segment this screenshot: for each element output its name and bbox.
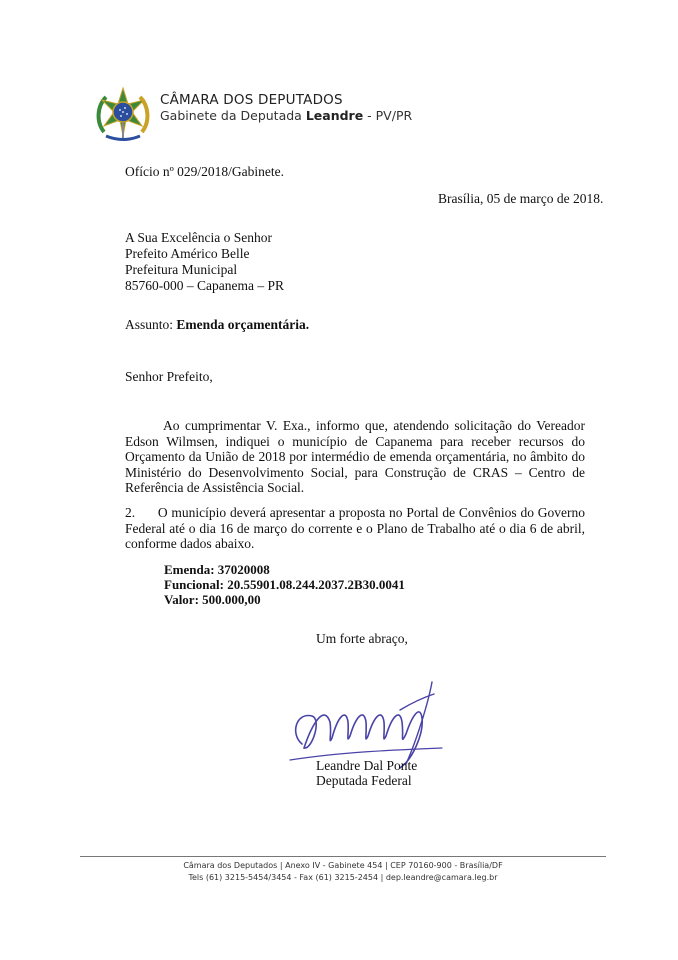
addressee-block	[125, 230, 284, 294]
footer-contact: Tels (61) 3215-5454/3454 - Fax (61) 3215-2454 | dep.leandre@camara.leg.br	[188, 873, 498, 882]
closing-line: Um forte abraço,	[316, 631, 408, 646]
footer-divider	[80, 856, 606, 857]
letterhead-title: CÂMARA DOS DEPUTADOS	[160, 92, 343, 108]
funcional-code: Funcional: 20.55901.08.244.2037.2B30.0041	[164, 577, 405, 592]
salutation: Senhor Prefeito,	[125, 369, 213, 384]
amount-value: Valor: 500.000,00	[164, 592, 261, 607]
subject-value: Emenda orçamentária.	[176, 317, 310, 332]
body-paragraph-1: Ao cumprimentar V. Exa., informo que, atendendo solicitação do Vereador Edson Wilmsen, indiquei o município de Capanema para receber recursos do Orçamento da União de 2018 por intermédio de emenda orçamentária, no âmbito do Ministério do Desenvolvimento Social, para Construção de CRAS – Centro de Referência de Assistência Social.	[125, 418, 585, 495]
footer-address: Câmara dos Deputados | Anexo IV - Gabinete 454 | CEP 70160-900 - Brasília/DF	[183, 861, 503, 870]
addressee-line: A Sua Excelência o Senhor	[125, 230, 272, 245]
letterhead-subtitle-prefix: Gabinete da Deputada	[160, 108, 306, 123]
addressee-line: Prefeitura Municipal	[125, 262, 238, 277]
letterhead-subtitle	[160, 108, 412, 123]
letterhead-deputy-name: Leandre	[305, 108, 364, 123]
signer-role: Deputada Federal	[316, 773, 412, 788]
letterhead-party: - PV/PR	[363, 108, 413, 123]
subject-line	[125, 317, 309, 333]
letter-date: Brasília, 05 de março de 2018.	[438, 191, 604, 206]
addressee-line: Prefeito Américo Belle	[125, 246, 250, 261]
emenda-number: Emenda: 37020008	[164, 562, 270, 577]
oficio-number: Ofício nº 029/2018/Gabinete.	[125, 164, 285, 179]
amendment-details	[164, 562, 405, 607]
brazil-coat-of-arms-icon	[94, 86, 152, 144]
signer-name: Leandre Dal Ponte	[316, 758, 418, 773]
addressee-line: 85760-000 – Capanema – PR	[125, 278, 284, 293]
body-paragraph-2: 2. O município deverá apresentar a proposta no Portal de Convênios do Governo Federal até o dia 16 de março do corrente e o Plano de Trabalho até o dia 6 de abril, conforme dados abaixo.	[125, 505, 589, 551]
subject-label: Assunto:	[125, 317, 177, 332]
